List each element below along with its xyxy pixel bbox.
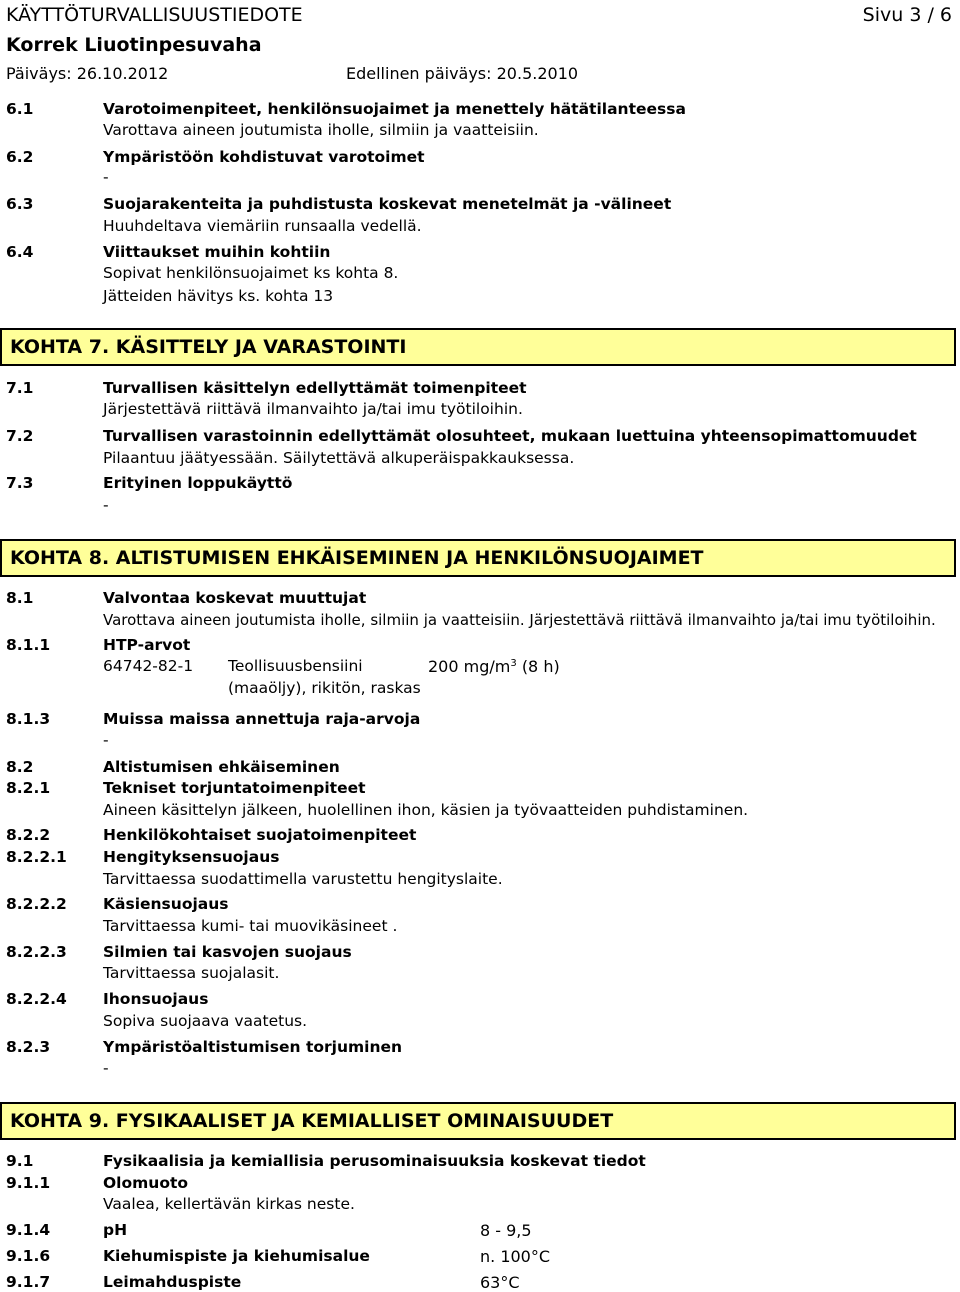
- section-heading: Ihonsuojaus: [103, 990, 209, 1008]
- section-heading: Viittaukset muihin kohtiin: [103, 243, 331, 261]
- section-heading: Hengityksensuojaus: [103, 848, 280, 866]
- section-heading: Kiehumispiste ja kiehumisalue: [103, 1247, 370, 1265]
- section-text: -: [103, 168, 109, 186]
- section-number: 8.2.2.2: [6, 895, 67, 913]
- section-heading: Fysikaalisia ja kemiallisia perusominaisuuksia koskevat tiedot: [103, 1152, 646, 1170]
- section-text: -: [103, 1059, 109, 1077]
- section-text: Järjestettävä riittävä ilmanvaihto ja/tai imu työtiloihin.: [103, 400, 523, 418]
- section-text: Jätteiden hävitys ks. kohta 13: [103, 287, 334, 305]
- section-heading: HTP-arvot: [103, 636, 191, 654]
- section-number: 9.1.1: [6, 1174, 51, 1192]
- section-number: 8.2.1: [6, 779, 51, 797]
- product-name: Korrek Liuotinpesuvaha: [6, 34, 262, 56]
- issue-date: Päiväys: 26.10.2012: [6, 64, 169, 83]
- section-number: 9.1: [6, 1152, 34, 1170]
- section-number: 8.2.2.1: [6, 848, 67, 866]
- section-number: 7.1: [6, 379, 34, 397]
- substance-name-cont: (maaöljy), rikitön, raskas: [228, 679, 421, 697]
- section-number: 9.1.6: [6, 1247, 51, 1265]
- section-text: Tarvittaessa suojalasit.: [103, 964, 280, 982]
- section-heading: Valvontaa koskevat muuttujat: [103, 589, 367, 607]
- section-heading: Silmien tai kasvojen suojaus: [103, 943, 352, 961]
- section-heading: Altistumisen ehkäiseminen: [103, 758, 340, 776]
- section-number: 9.1.4: [6, 1221, 51, 1239]
- section-heading: Käsiensuojaus: [103, 895, 229, 913]
- section-text: Huuhdeltava viemäriin runsaalla vedellä.: [103, 217, 422, 235]
- section-title: KOHTA 7. KÄSITTELY JA VARASTOINTI: [10, 336, 407, 358]
- section-number: 8.1: [6, 589, 34, 607]
- section-number: 8.2.2.3: [6, 943, 67, 961]
- property-value: 63°C: [480, 1273, 520, 1292]
- section-number: 6.4: [6, 243, 34, 261]
- section-number: 7.2: [6, 427, 34, 445]
- section-heading: Turvallisen käsittelyn edellyttämät toimenpiteet: [103, 379, 527, 397]
- section-text: Pilaantuu jäätyessään. Säilytettävä alkuperäispakkauksessa.: [103, 449, 575, 467]
- section-8-banner: [0, 539, 956, 577]
- section-heading: Ympäristöaltistumisen torjuminen: [103, 1038, 403, 1056]
- section-number: 6.2: [6, 148, 34, 166]
- section-number: 9.1.7: [6, 1273, 51, 1291]
- section-heading: Erityinen loppukäyttö: [103, 474, 293, 492]
- section-number: 8.1.1: [6, 636, 51, 654]
- document-title: KÄYTTÖTURVALLISUUSTIEDOTE: [6, 4, 303, 26]
- limit-time: (8 h): [521, 657, 560, 676]
- section-heading: Muissa maissa annettuja raja-arvoja: [103, 710, 421, 728]
- section-title: KOHTA 9. FYSIKAALISET JA KEMIALLISET OMINAISUUDET: [10, 1110, 614, 1132]
- page-number: Sivu 3 / 6: [862, 4, 952, 26]
- section-heading: Henkilökohtaiset suojatoimenpiteet: [103, 826, 417, 844]
- property-value: n. 100°C: [480, 1247, 551, 1266]
- section-number: 6.1: [6, 100, 34, 118]
- section-text: Tarvittaessa kumi- tai muovikäsineet .: [103, 917, 398, 935]
- section-number: 8.1.3: [6, 710, 51, 728]
- previous-date: Edellinen päiväys: 20.5.2010: [346, 64, 579, 83]
- cas-number: 64742-82-1: [103, 657, 194, 675]
- section-text: Varottava aineen joutumista iholle, silmiin ja vaatteisiin.: [103, 121, 539, 139]
- section-7-banner: [0, 328, 956, 366]
- section-title: KOHTA 8. ALTISTUMISEN EHKÄISEMINEN JA HENKILÖNSUOJAIMET: [10, 547, 704, 569]
- section-number: 8.2.2: [6, 826, 51, 844]
- substance-name: Teollisuusbensiini: [228, 657, 363, 675]
- section-heading: Tekniset torjuntatoimenpiteet: [103, 779, 366, 797]
- section-text: Sopivat henkilönsuojaimet ks kohta 8.: [103, 264, 399, 282]
- section-heading: pH: [103, 1221, 128, 1239]
- section-heading: Turvallisen varastoinnin edellyttämät olosuhteet, mukaan luettuina yhteensopimattomuudet: [103, 427, 917, 445]
- section-number: 7.3: [6, 474, 34, 492]
- section-heading: Leimahduspiste: [103, 1273, 242, 1291]
- section-text: -: [103, 496, 109, 514]
- section-text: Tarvittaessa suodattimella varustettu hengityslaite.: [103, 870, 503, 888]
- section-9-banner: [0, 1102, 956, 1140]
- section-number: 6.3: [6, 195, 34, 213]
- section-heading: Varotoimenpiteet, henkilönsuojaimet ja menettely hätätilanteessa: [103, 100, 686, 118]
- limit-exponent: 3: [510, 658, 517, 669]
- section-number: 8.2: [6, 758, 34, 776]
- section-number: 8.2.3: [6, 1038, 51, 1056]
- section-heading: Olomuoto: [103, 1174, 189, 1192]
- section-heading: Ympäristöön kohdistuvat varotoimet: [103, 148, 425, 166]
- property-value: 8 - 9,5: [480, 1221, 532, 1240]
- section-number: 8.2.2.4: [6, 990, 67, 1008]
- section-text: Vaalea, kellertävän kirkas neste.: [103, 1195, 355, 1213]
- exposure-limit: [428, 657, 560, 676]
- section-heading: Suojarakenteita ja puhdistusta koskevat menetelmät ja -välineet: [103, 195, 672, 213]
- section-text: Varottava aineen joutumista iholle, silmiin ja vaatteisiin. Järjestettävä riittävä ilmanvaihto ja/tai imu työtiloihin.: [103, 611, 936, 629]
- section-text: Aineen käsittelyn jälkeen, huolellinen ihon, käsien ja työvaatteiden puhdistaminen.: [103, 801, 749, 819]
- section-text: Sopiva suojaava vaatetus.: [103, 1012, 308, 1030]
- section-text: -: [103, 731, 109, 749]
- limit-value: 200 mg/m: [428, 657, 511, 676]
